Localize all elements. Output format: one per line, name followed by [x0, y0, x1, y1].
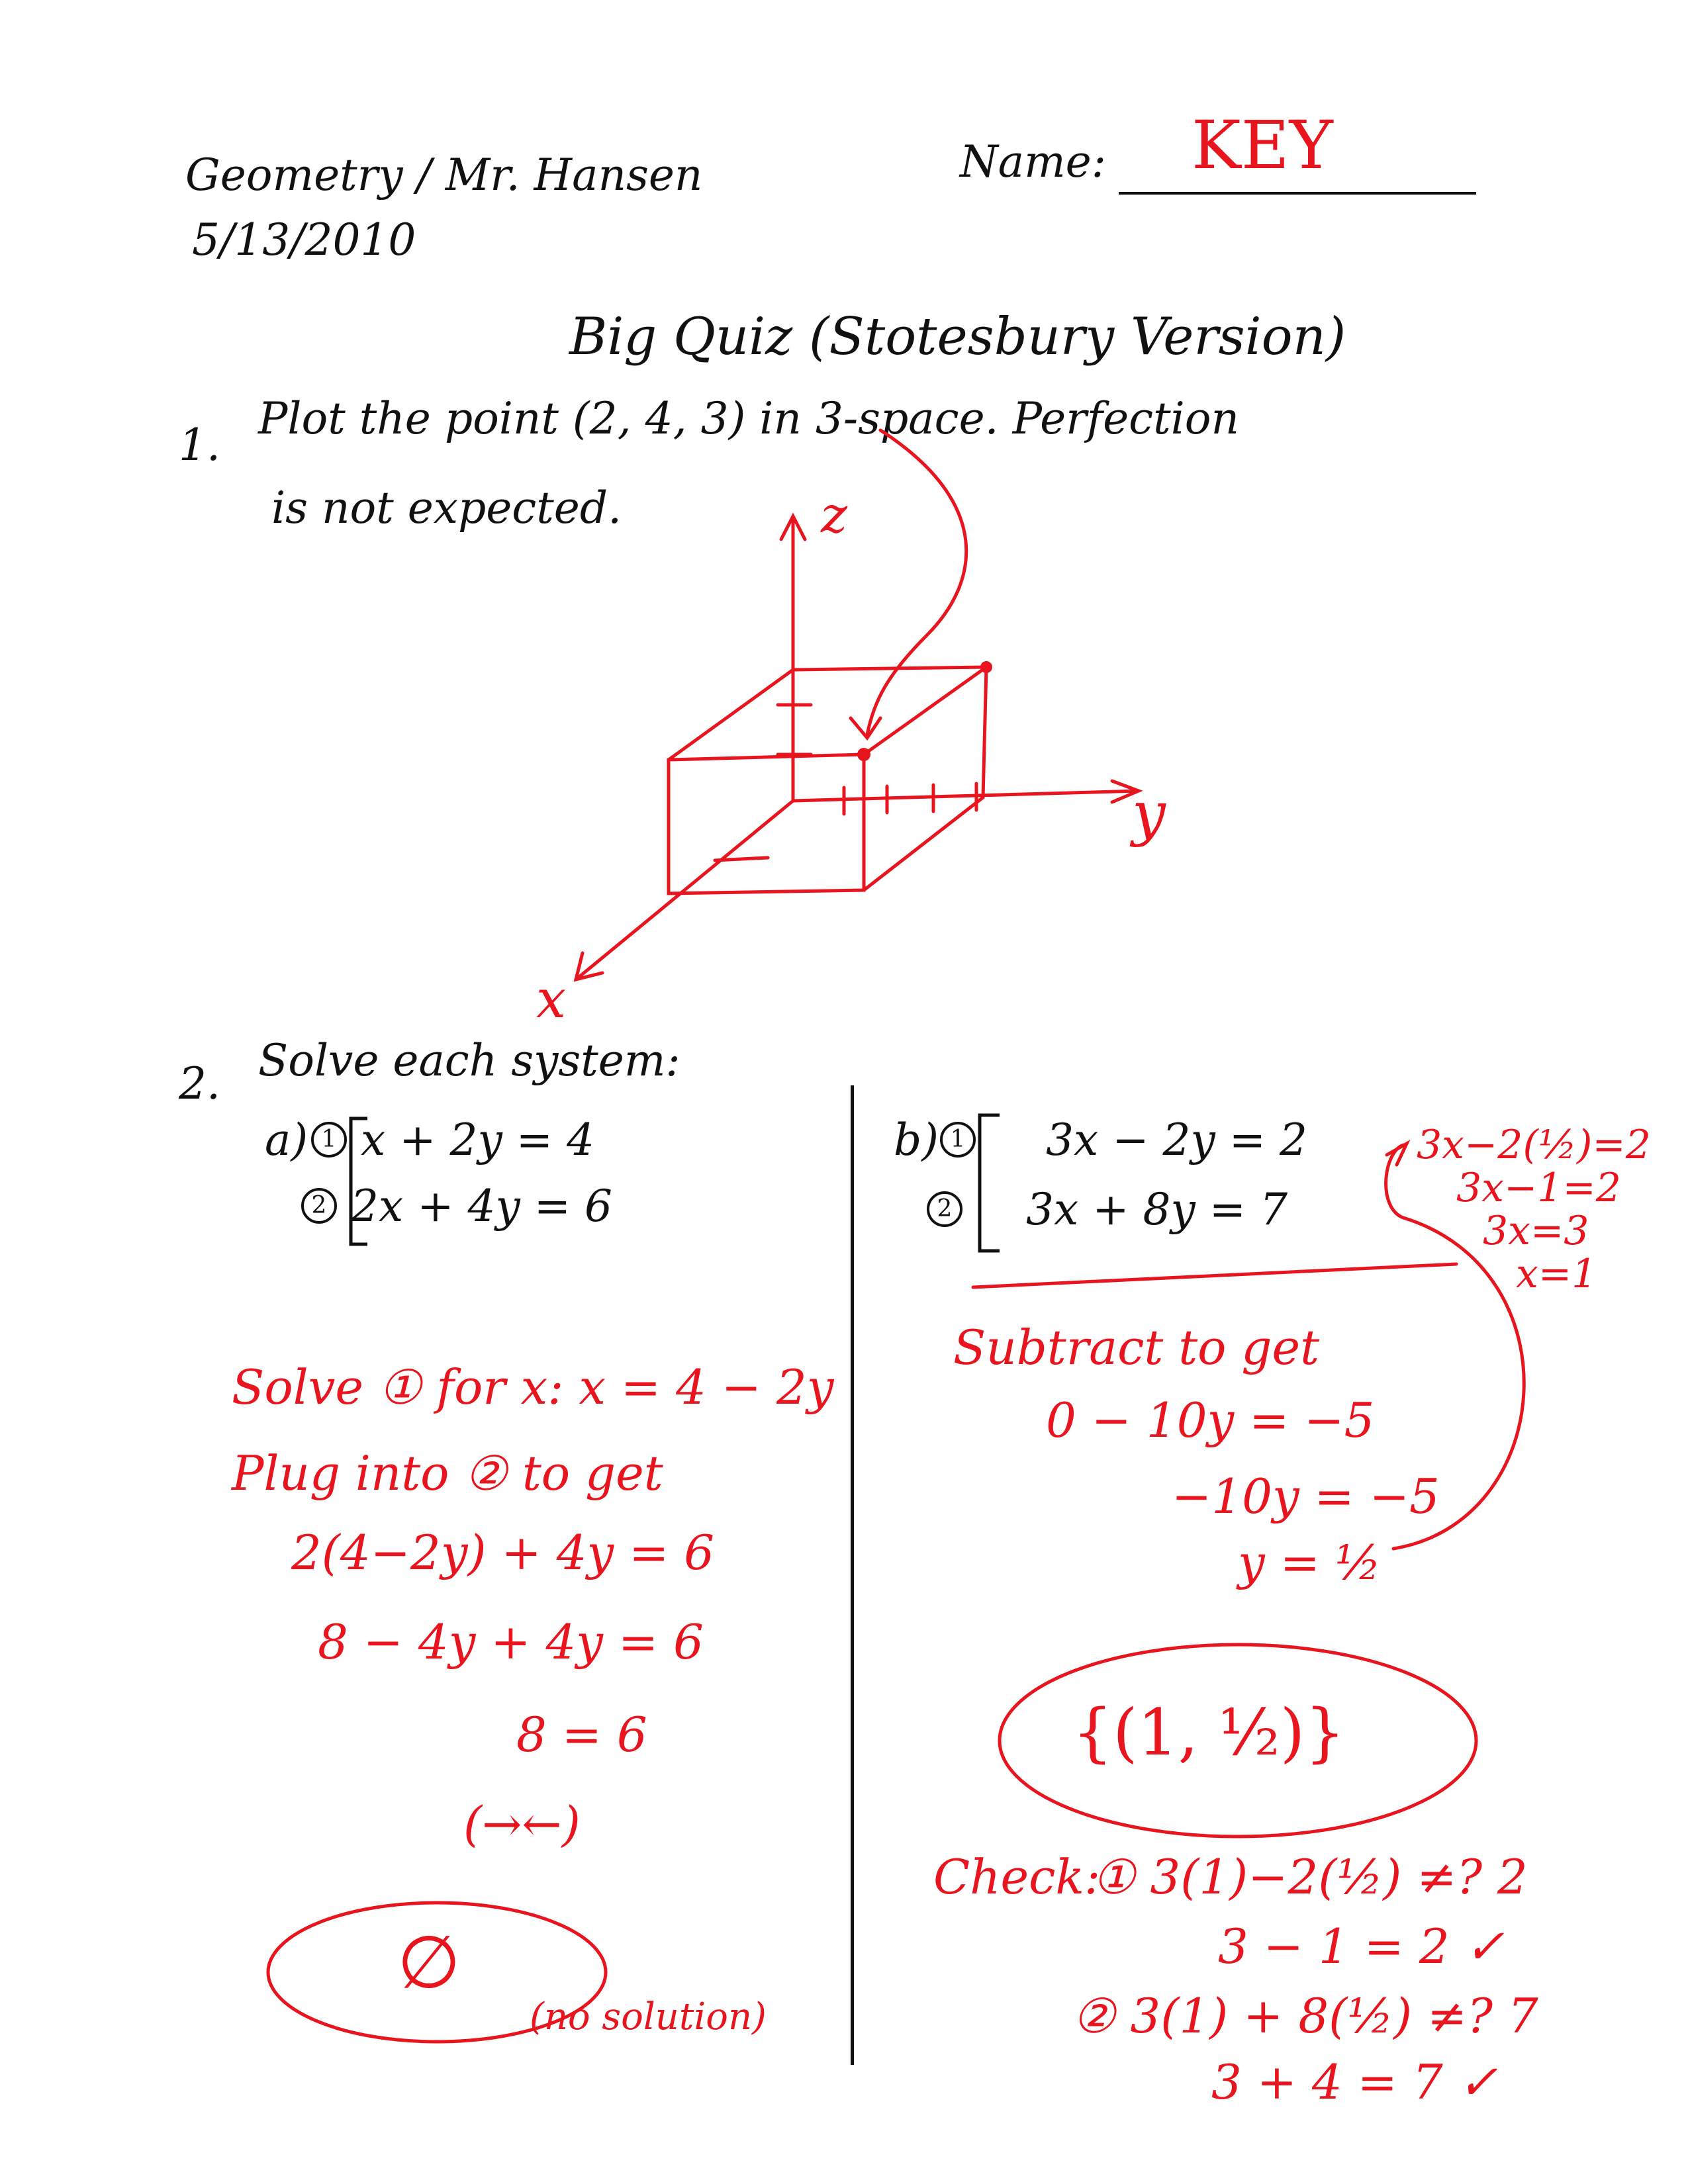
a-answer: ∅ — [397, 1920, 461, 2005]
a-note: (no solution) — [530, 1995, 767, 2038]
eq-a2: 2x + 4y = 6 — [351, 1181, 613, 1232]
a-step-3: 2(4−2y) + 4y = 6 — [291, 1525, 715, 1580]
b-step-2: 0 − 10y = −5 — [1046, 1392, 1375, 1448]
b-side-3: 3x=3 — [1483, 1208, 1589, 1254]
quiz-title: Big Quiz (Stotesbury Version) — [569, 307, 1346, 367]
check-line-2: 3 − 1 = 2 ✓ — [1218, 1919, 1505, 1974]
eq-a1-marker: 1 — [311, 1122, 347, 1158]
q1-text-line1: Plot the point (2, 4, 3) in 3-space. Perfection — [258, 393, 1240, 444]
part-b-label: b) — [894, 1115, 939, 1165]
name-value: KEY — [1192, 107, 1333, 184]
check-line-3: ② 3(1) + 8(½) ≠? 7 — [1072, 1988, 1538, 2044]
y-axis-label: y — [1132, 779, 1166, 848]
b-answer: {(1, ½)} — [1072, 1696, 1346, 1770]
b-side-2: 3x−1=2 — [1456, 1165, 1621, 1211]
a-step-4: 8 − 4y + 4y = 6 — [318, 1614, 704, 1670]
eq-a2-marker: 2 — [301, 1188, 337, 1224]
eq-b2-marker: 2 — [927, 1191, 962, 1227]
q2-number: 2. — [179, 1058, 220, 1109]
check-line-1: ① 3(1)−2(½) ≠? 2 — [1092, 1849, 1528, 1905]
eq-b1-marker: 1 — [940, 1122, 976, 1158]
course-header: Geometry / Mr. Hansen — [185, 150, 703, 201]
b-side-1: 3x−2(½)=2 — [1417, 1122, 1651, 1168]
eq-b1: 3x − 2y = 2 — [1046, 1115, 1308, 1165]
z-axis-label: z — [821, 485, 848, 544]
q1-text-line2: is not expected. — [271, 482, 622, 533]
a-step-2: Plug into ② to get — [232, 1445, 663, 1501]
a-step-6: (→←) — [463, 1796, 581, 1852]
a-step-5: 8 = 6 — [516, 1707, 647, 1762]
eq-a1: x + 2y = 4 — [361, 1115, 595, 1165]
q1-number: 1. — [179, 420, 220, 471]
name-label: Name: — [960, 136, 1106, 187]
b-step-3: −10y = −5 — [1172, 1469, 1440, 1524]
x-axis-label: x — [536, 968, 567, 1030]
eq-b2: 3x + 8y = 7 — [1026, 1184, 1288, 1235]
check-line-4: 3 + 4 = 7 ✓ — [1211, 2054, 1498, 2110]
check-label: Check: — [933, 1849, 1101, 1905]
b-side-4: x=1 — [1516, 1251, 1597, 1297]
b-step-4: y = ½ — [1238, 1535, 1382, 1590]
b-step-1: Subtract to get — [953, 1320, 1320, 1375]
q2-prompt: Solve each system: — [258, 1035, 680, 1086]
a-step-1: Solve ① for x: x = 4 − 2y — [232, 1359, 834, 1415]
quiz-date: 5/13/2010 — [192, 214, 416, 265]
part-a-label: a) — [265, 1115, 308, 1165]
